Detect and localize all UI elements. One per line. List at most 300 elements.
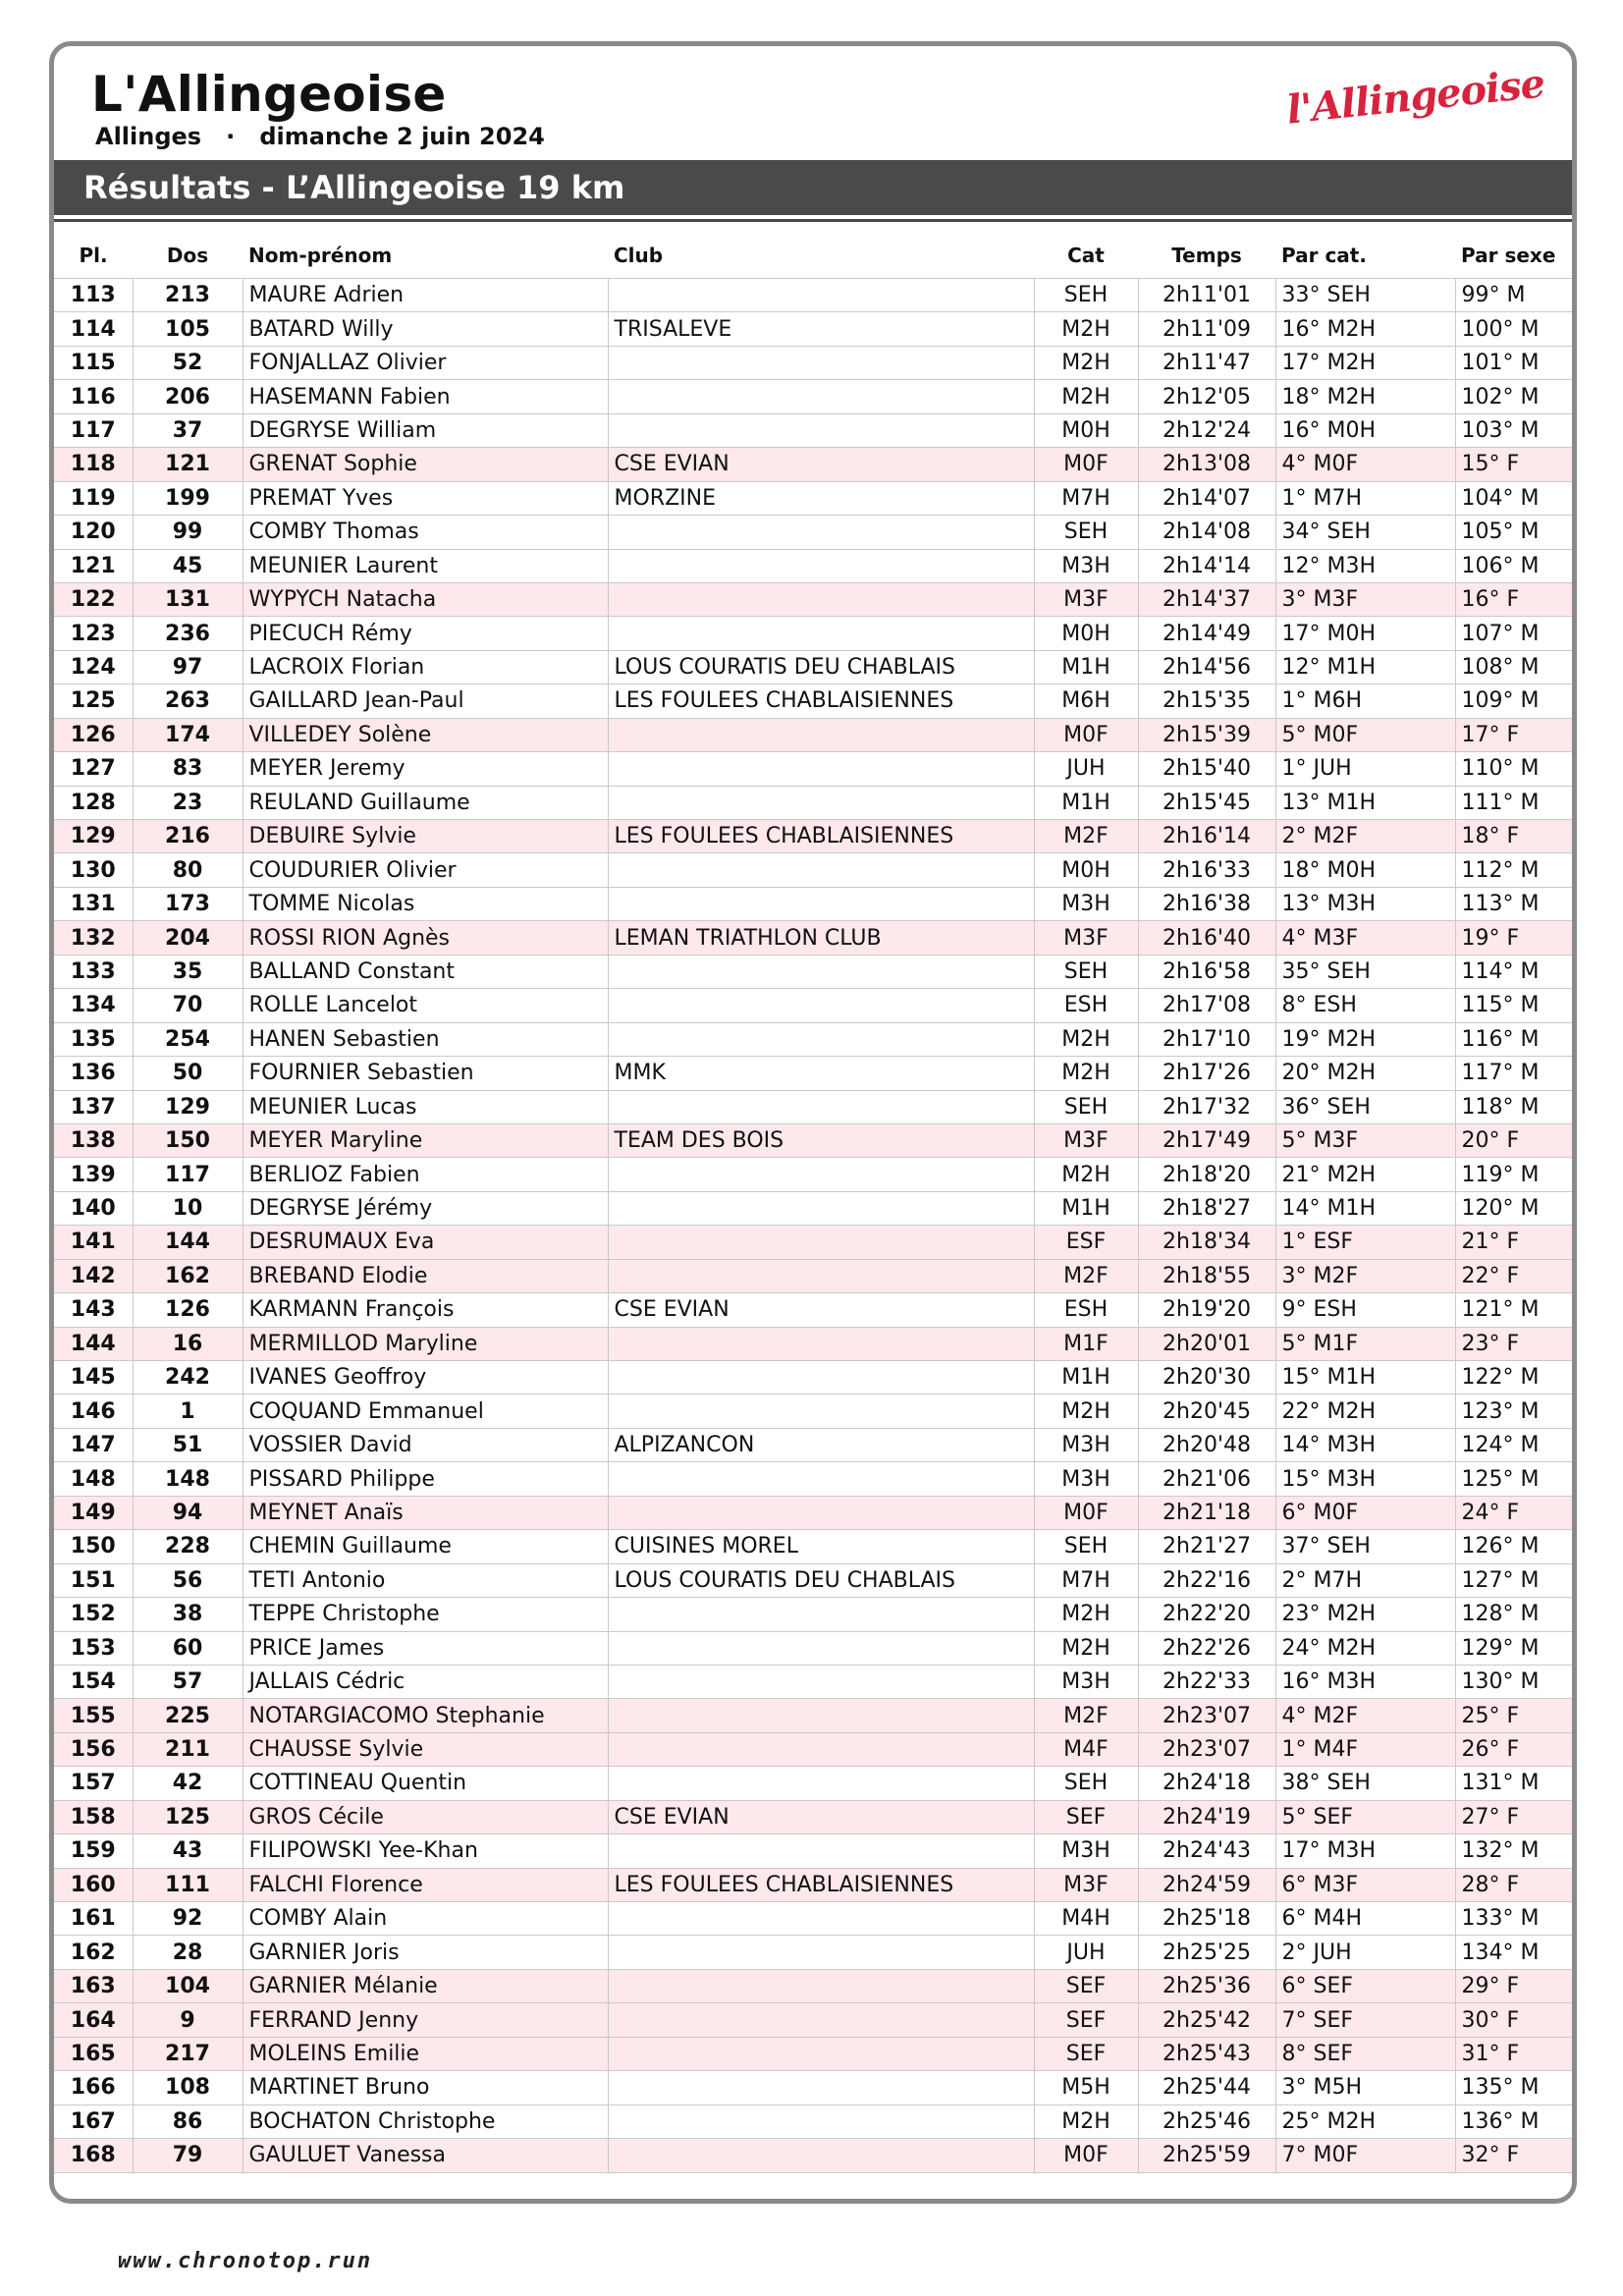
cell-rank-category: 2° JUH (1275, 1936, 1455, 1969)
cell-category: M0H (1034, 617, 1138, 650)
cell-bib: 228 (133, 1530, 243, 1563)
table-row (54, 1361, 1577, 1394)
cell-category: M3H (1034, 1834, 1138, 1868)
table-row (54, 684, 1577, 718)
cell-time: 2h25'44 (1138, 2071, 1275, 2105)
cell-time: 2h11'47 (1138, 346, 1275, 379)
cell-rank-category: 35° SEH (1275, 955, 1455, 988)
cell-category: M2H (1034, 1022, 1138, 1056)
cell-category: M0F (1034, 448, 1138, 481)
cell-bib: 16 (133, 1327, 243, 1360)
cell-club: CSE EVIAN (608, 1293, 1034, 1327)
cell-club (608, 1226, 1034, 1259)
cell-time: 2h24'59 (1138, 1868, 1275, 1901)
cell-time: 2h20'30 (1138, 1361, 1275, 1394)
cell-place: 163 (54, 1969, 133, 2002)
cell-club (608, 786, 1034, 819)
cell-time: 2h22'16 (1138, 1563, 1275, 1597)
cell-rank-sex: 106° M (1455, 549, 1577, 582)
cell-name: MEYER Maryline (243, 1123, 608, 1157)
cell-rank-sex: 115° M (1455, 989, 1577, 1022)
cell-rank-sex: 133° M (1455, 1902, 1577, 1936)
cell-bib: 148 (133, 1462, 243, 1496)
cell-category: M5H (1034, 2071, 1138, 2105)
cell-rank-category: 13° M1H (1275, 786, 1455, 819)
cell-name: DESRUMAUX Eva (243, 1226, 608, 1259)
cell-category: SEF (1034, 2037, 1138, 2070)
cell-place: 124 (54, 650, 133, 683)
cell-bib: 263 (133, 684, 243, 718)
cell-bib: 86 (133, 2105, 243, 2138)
cell-club (608, 1969, 1034, 2002)
cell-rank-sex: 122° M (1455, 1361, 1577, 1394)
cell-name: TEPPE Christophe (243, 1598, 608, 1631)
cell-club (608, 955, 1034, 988)
cell-time: 2h14'37 (1138, 582, 1275, 616)
cell-club (608, 1936, 1034, 1969)
cell-name: VOSSIER David (243, 1428, 608, 1461)
cell-time: 2h13'08 (1138, 448, 1275, 481)
cell-rank-category: 6° SEF (1275, 1969, 1455, 2002)
cell-time: 2h15'45 (1138, 786, 1275, 819)
col-header-name: Nom-prénom (248, 244, 393, 267)
table-row (54, 1191, 1577, 1225)
cell-bib: 10 (133, 1191, 243, 1225)
cell-time: 2h16'33 (1138, 853, 1275, 887)
cell-rank-category: 1° M7H (1275, 481, 1455, 515)
cell-time: 2h12'24 (1138, 413, 1275, 447)
event-title: L'Allingeoise (91, 66, 447, 123)
cell-rank-category: 9° ESH (1275, 1293, 1455, 1327)
cell-category: M2F (1034, 820, 1138, 853)
table-row (54, 312, 1577, 346)
cell-rank-category: 7° SEF (1275, 2003, 1455, 2037)
table-row (54, 752, 1577, 786)
table-row (54, 1631, 1577, 1665)
cell-category: M4H (1034, 1902, 1138, 1936)
cell-time: 2h16'40 (1138, 921, 1275, 955)
cell-rank-sex: 108° M (1455, 650, 1577, 683)
cell-category: SEH (1034, 1090, 1138, 1123)
cell-rank-sex: 30° F (1455, 2003, 1577, 2037)
cell-rank-category: 17° M2H (1275, 346, 1455, 379)
cell-name: MEUNIER Lucas (243, 1090, 608, 1123)
cell-club: LES FOULEES CHABLAISIENNES (608, 684, 1034, 718)
cell-rank-category: 13° M3H (1275, 887, 1455, 920)
event-logo: l'Allingeoise (1283, 60, 1546, 134)
cell-category: M2F (1034, 1699, 1138, 1732)
cell-category: M3H (1034, 1462, 1138, 1496)
cell-place: 120 (54, 516, 133, 549)
cell-time: 2h14'56 (1138, 650, 1275, 683)
cell-place: 133 (54, 955, 133, 988)
cell-place: 122 (54, 582, 133, 616)
cell-bib: 125 (133, 1800, 243, 1833)
cell-club (608, 1732, 1034, 1766)
cell-rank-sex: 25° F (1455, 1699, 1577, 1732)
cell-rank-sex: 127° M (1455, 1563, 1577, 1597)
cell-category: M3H (1034, 1665, 1138, 1698)
cell-category: M3H (1034, 887, 1138, 920)
cell-rank-category: 4° M0F (1275, 448, 1455, 481)
cell-bib: 94 (133, 1496, 243, 1529)
cell-club (608, 1191, 1034, 1225)
results-table (54, 233, 1577, 2173)
cell-rank-sex: 129° M (1455, 1631, 1577, 1665)
cell-time: 2h17'49 (1138, 1123, 1275, 1157)
table-row (54, 2003, 1577, 2037)
table-row (54, 279, 1577, 312)
table-row (54, 2105, 1577, 2138)
results-band-title: Résultats - L’Allingeoise 19 km (54, 160, 1572, 215)
cell-rank-sex: 18° F (1455, 820, 1577, 853)
cell-time: 2h11'01 (1138, 279, 1275, 312)
cell-time: 2h25'43 (1138, 2037, 1275, 2070)
cell-rank-category: 6° M3F (1275, 1868, 1455, 1901)
table-row (54, 413, 1577, 447)
cell-name: GARNIER Mélanie (243, 1969, 608, 2002)
cell-category: M3F (1034, 582, 1138, 616)
cell-category: M1H (1034, 1361, 1138, 1394)
cell-rank-sex: 135° M (1455, 2071, 1577, 2105)
cell-place: 165 (54, 2037, 133, 2070)
cell-name: BERLIOZ Fabien (243, 1158, 608, 1191)
cell-time: 2h22'20 (1138, 1598, 1275, 1631)
cell-rank-category: 33° SEH (1275, 279, 1455, 312)
cell-category: M6H (1034, 684, 1138, 718)
cell-bib: 131 (133, 582, 243, 616)
cell-rank-sex: 109° M (1455, 684, 1577, 718)
cell-category: M0F (1034, 718, 1138, 751)
cell-club (608, 989, 1034, 1022)
cell-rank-sex: 103° M (1455, 413, 1577, 447)
col-header-bib: Dos (166, 244, 209, 267)
event-date: dimanche 2 juin 2024 (259, 123, 545, 150)
cell-bib: 42 (133, 1767, 243, 1800)
cell-name: DEBUIRE Sylvie (243, 820, 608, 853)
cell-rank-category: 8° SEF (1275, 2037, 1455, 2070)
cell-bib: 57 (133, 1665, 243, 1698)
cell-time: 2h18'27 (1138, 1191, 1275, 1225)
cell-name: FOURNIER Sebastien (243, 1057, 608, 1090)
table-row (54, 1530, 1577, 1563)
cell-club: MORZINE (608, 481, 1034, 515)
cell-rank-sex: 22° F (1455, 1259, 1577, 1292)
subtitle-separator: · (226, 123, 236, 150)
cell-club (608, 413, 1034, 447)
cell-name: COMBY Alain (243, 1902, 608, 1936)
cell-category: M2H (1034, 1394, 1138, 1428)
cell-place: 166 (54, 2071, 133, 2105)
table-row (54, 1327, 1577, 1360)
cell-category: M3F (1034, 1123, 1138, 1157)
cell-bib: 56 (133, 1563, 243, 1597)
cell-time: 2h14'49 (1138, 617, 1275, 650)
cell-place: 129 (54, 820, 133, 853)
cell-rank-category: 17° M3H (1275, 1834, 1455, 1868)
cell-club (608, 1665, 1034, 1698)
cell-time: 2h20'48 (1138, 1428, 1275, 1461)
cell-place: 115 (54, 346, 133, 379)
cell-bib: 1 (133, 1394, 243, 1428)
cell-time: 2h16'38 (1138, 887, 1275, 920)
cell-name: JALLAIS Cédric (243, 1665, 608, 1698)
cell-club: MMK (608, 1057, 1034, 1090)
cell-time: 2h24'19 (1138, 1800, 1275, 1833)
cell-rank-sex: 16° F (1455, 582, 1577, 616)
cell-category: SEF (1034, 2003, 1138, 2037)
cell-rank-category: 5° SEF (1275, 1800, 1455, 1833)
cell-bib: 70 (133, 989, 243, 1022)
cell-rank-category: 5° M0F (1275, 718, 1455, 751)
cell-rank-sex: 117° M (1455, 1057, 1577, 1090)
col-header-rank-sex: Par sexe (1461, 244, 1556, 267)
cell-rank-category: 15° M3H (1275, 1462, 1455, 1496)
cell-club (608, 1767, 1034, 1800)
cell-place: 150 (54, 1530, 133, 1563)
cell-club (608, 549, 1034, 582)
cell-place: 136 (54, 1057, 133, 1090)
cell-rank-category: 36° SEH (1275, 1090, 1455, 1123)
cell-time: 2h25'46 (1138, 2105, 1275, 2138)
cell-rank-sex: 27° F (1455, 1800, 1577, 1833)
cell-place: 162 (54, 1936, 133, 1969)
cell-name: FERRAND Jenny (243, 2003, 608, 2037)
cell-club: CUISINES MOREL (608, 1530, 1034, 1563)
cell-rank-sex: 29° F (1455, 1969, 1577, 2002)
cell-name: CHEMIN Guillaume (243, 1530, 608, 1563)
cell-rank-category: 4° M2F (1275, 1699, 1455, 1732)
cell-place: 130 (54, 853, 133, 887)
cell-club (608, 1158, 1034, 1191)
table-row (54, 549, 1577, 582)
cell-rank-sex: 112° M (1455, 853, 1577, 887)
cell-club: TRISALEVE (608, 312, 1034, 346)
cell-bib: 104 (133, 1969, 243, 2002)
cell-bib: 99 (133, 516, 243, 549)
cell-time: 2h19'20 (1138, 1293, 1275, 1327)
cell-name: COTTINEAU Quentin (243, 1767, 608, 1800)
cell-bib: 206 (133, 380, 243, 413)
cell-bib: 236 (133, 617, 243, 650)
cell-rank-sex: 31° F (1455, 2037, 1577, 2070)
cell-name: MOLEINS Emilie (243, 2037, 608, 2070)
cell-rank-category: 18° M0H (1275, 853, 1455, 887)
table-row (54, 820, 1577, 853)
cell-place: 149 (54, 1496, 133, 1529)
cell-place: 160 (54, 1868, 133, 1901)
cell-club (608, 1699, 1034, 1732)
cell-time: 2h23'07 (1138, 1732, 1275, 1766)
cell-rank-sex: 17° F (1455, 718, 1577, 751)
cell-rank-category: 24° M2H (1275, 1631, 1455, 1665)
cell-club: LEMAN TRIATHLON CLUB (608, 921, 1034, 955)
cell-place: 141 (54, 1226, 133, 1259)
cell-rank-category: 38° SEH (1275, 1767, 1455, 1800)
cell-time: 2h24'18 (1138, 1767, 1275, 1800)
cell-category: ESH (1034, 1293, 1138, 1327)
cell-category: SEH (1034, 955, 1138, 988)
cell-rank-sex: 119° M (1455, 1158, 1577, 1191)
table-row (54, 617, 1577, 650)
cell-bib: 216 (133, 820, 243, 853)
cell-category: M1H (1034, 1191, 1138, 1225)
footer-url: www.chronotop.run (118, 2249, 373, 2273)
cell-place: 134 (54, 989, 133, 1022)
table-row (54, 853, 1577, 887)
cell-rank-category: 2° M2F (1275, 820, 1455, 853)
table-row (54, 2037, 1577, 2070)
cell-rank-sex: 136° M (1455, 2105, 1577, 2138)
cell-name: LACROIX Florian (243, 650, 608, 683)
cell-rank-category: 16° M2H (1275, 312, 1455, 346)
cell-name: MERMILLOD Maryline (243, 1327, 608, 1360)
cell-rank-sex: 19° F (1455, 921, 1577, 955)
cell-place: 148 (54, 1462, 133, 1496)
cell-bib: 217 (133, 2037, 243, 2070)
cell-time: 2h18'55 (1138, 1259, 1275, 1292)
cell-rank-sex: 120° M (1455, 1191, 1577, 1225)
cell-bib: 129 (133, 1090, 243, 1123)
cell-category: M2H (1034, 380, 1138, 413)
cell-club: LES FOULEES CHABLAISIENNES (608, 1868, 1034, 1901)
cell-place: 142 (54, 1259, 133, 1292)
cell-rank-sex: 134° M (1455, 1936, 1577, 1969)
table-row (54, 1496, 1577, 1529)
cell-rank-sex: 123° M (1455, 1394, 1577, 1428)
cell-rank-category: 3° M3F (1275, 582, 1455, 616)
cell-club (608, 516, 1034, 549)
cell-rank-category: 12° M1H (1275, 650, 1455, 683)
table-row (54, 1394, 1577, 1428)
cell-name: FALCHI Florence (243, 1868, 608, 1901)
cell-club (608, 2003, 1034, 2037)
cell-rank-sex: 118° M (1455, 1090, 1577, 1123)
cell-time: 2h22'33 (1138, 1665, 1275, 1698)
cell-place: 132 (54, 921, 133, 955)
cell-rank-sex: 113° M (1455, 887, 1577, 920)
cell-bib: 37 (133, 413, 243, 447)
cell-category: M7H (1034, 1563, 1138, 1597)
cell-category: M0H (1034, 413, 1138, 447)
cell-club (608, 1834, 1034, 1868)
cell-time: 2h17'26 (1138, 1057, 1275, 1090)
cell-rank-category: 1° M6H (1275, 684, 1455, 718)
cell-name: WYPYCH Natacha (243, 582, 608, 616)
cell-category: M1H (1034, 786, 1138, 819)
cell-time: 2h16'58 (1138, 955, 1275, 988)
cell-name: BOCHATON Christophe (243, 2105, 608, 2138)
cell-time: 2h14'14 (1138, 549, 1275, 582)
cell-category: ESH (1034, 989, 1138, 1022)
table-row (54, 1022, 1577, 1056)
cell-bib: 174 (133, 718, 243, 751)
cell-bib: 92 (133, 1902, 243, 1936)
cell-time: 2h20'01 (1138, 1327, 1275, 1360)
cell-rank-category: 17° M0H (1275, 617, 1455, 650)
cell-category: M0F (1034, 1496, 1138, 1529)
cell-category: M3H (1034, 1428, 1138, 1461)
cell-place: 168 (54, 2139, 133, 2172)
table-row (54, 921, 1577, 955)
cell-name: FONJALLAZ Olivier (243, 346, 608, 379)
cell-rank-sex: 24° F (1455, 1496, 1577, 1529)
cell-rank-category: 4° M3F (1275, 921, 1455, 955)
table-row (54, 1767, 1577, 1800)
cell-name: DEGRYSE Jérémy (243, 1191, 608, 1225)
cell-club (608, 1462, 1034, 1496)
cell-bib: 83 (133, 752, 243, 786)
cell-place: 127 (54, 752, 133, 786)
cell-category: M0H (1034, 853, 1138, 887)
cell-name: PIECUCH Rémy (243, 617, 608, 650)
cell-rank-sex: 125° M (1455, 1462, 1577, 1496)
cell-category: M2H (1034, 346, 1138, 379)
cell-bib: 43 (133, 1834, 243, 1868)
cell-time: 2h25'42 (1138, 2003, 1275, 2037)
cell-name: KARMANN François (243, 1293, 608, 1327)
table-row (54, 1800, 1577, 1833)
cell-bib: 45 (133, 549, 243, 582)
cell-name: FILIPOWSKI Yee-Khan (243, 1834, 608, 1868)
cell-bib: 211 (133, 1732, 243, 1766)
cell-rank-category: 1° M4F (1275, 1732, 1455, 1766)
cell-bib: 204 (133, 921, 243, 955)
cell-rank-sex: 104° M (1455, 481, 1577, 515)
cell-rank-category: 37° SEH (1275, 1530, 1455, 1563)
cell-name: NOTARGIACOMO Stephanie (243, 1699, 608, 1732)
cell-place: 167 (54, 2105, 133, 2138)
cell-place: 126 (54, 718, 133, 751)
cell-place: 143 (54, 1293, 133, 1327)
cell-rank-sex: 124° M (1455, 1428, 1577, 1461)
cell-category: M3H (1034, 549, 1138, 582)
cell-place: 146 (54, 1394, 133, 1428)
cell-bib: 121 (133, 448, 243, 481)
cell-rank-sex: 99° M (1455, 279, 1577, 312)
cell-category: M2H (1034, 312, 1138, 346)
cell-place: 156 (54, 1732, 133, 1766)
cell-bib: 117 (133, 1158, 243, 1191)
cell-time: 2h21'06 (1138, 1462, 1275, 1496)
cell-name: GROS Cécile (243, 1800, 608, 1833)
cell-time: 2h16'14 (1138, 820, 1275, 853)
cell-club (608, 380, 1034, 413)
cell-rank-sex: 105° M (1455, 516, 1577, 549)
cell-rank-category: 6° M0F (1275, 1496, 1455, 1529)
cell-club (608, 279, 1034, 312)
cell-place: 113 (54, 279, 133, 312)
cell-category: SEH (1034, 516, 1138, 549)
cell-club (608, 617, 1034, 650)
cell-place: 144 (54, 1327, 133, 1360)
col-header-club: Club (614, 244, 664, 267)
table-row (54, 718, 1577, 751)
cell-category: M3F (1034, 1868, 1138, 1901)
cell-category: M2F (1034, 1259, 1138, 1292)
cell-category: JUH (1034, 752, 1138, 786)
cell-rank-sex: 21° F (1455, 1226, 1577, 1259)
cell-time: 2h25'18 (1138, 1902, 1275, 1936)
col-header-category: Cat (1067, 244, 1105, 267)
table-row (54, 989, 1577, 1022)
cell-rank-sex: 132° M (1455, 1834, 1577, 1868)
cell-time: 2h14'08 (1138, 516, 1275, 549)
cell-name: HANEN Sebastien (243, 1022, 608, 1056)
cell-bib: 108 (133, 2071, 243, 2105)
cell-bib: 199 (133, 481, 243, 515)
cell-time: 2h21'27 (1138, 1530, 1275, 1563)
